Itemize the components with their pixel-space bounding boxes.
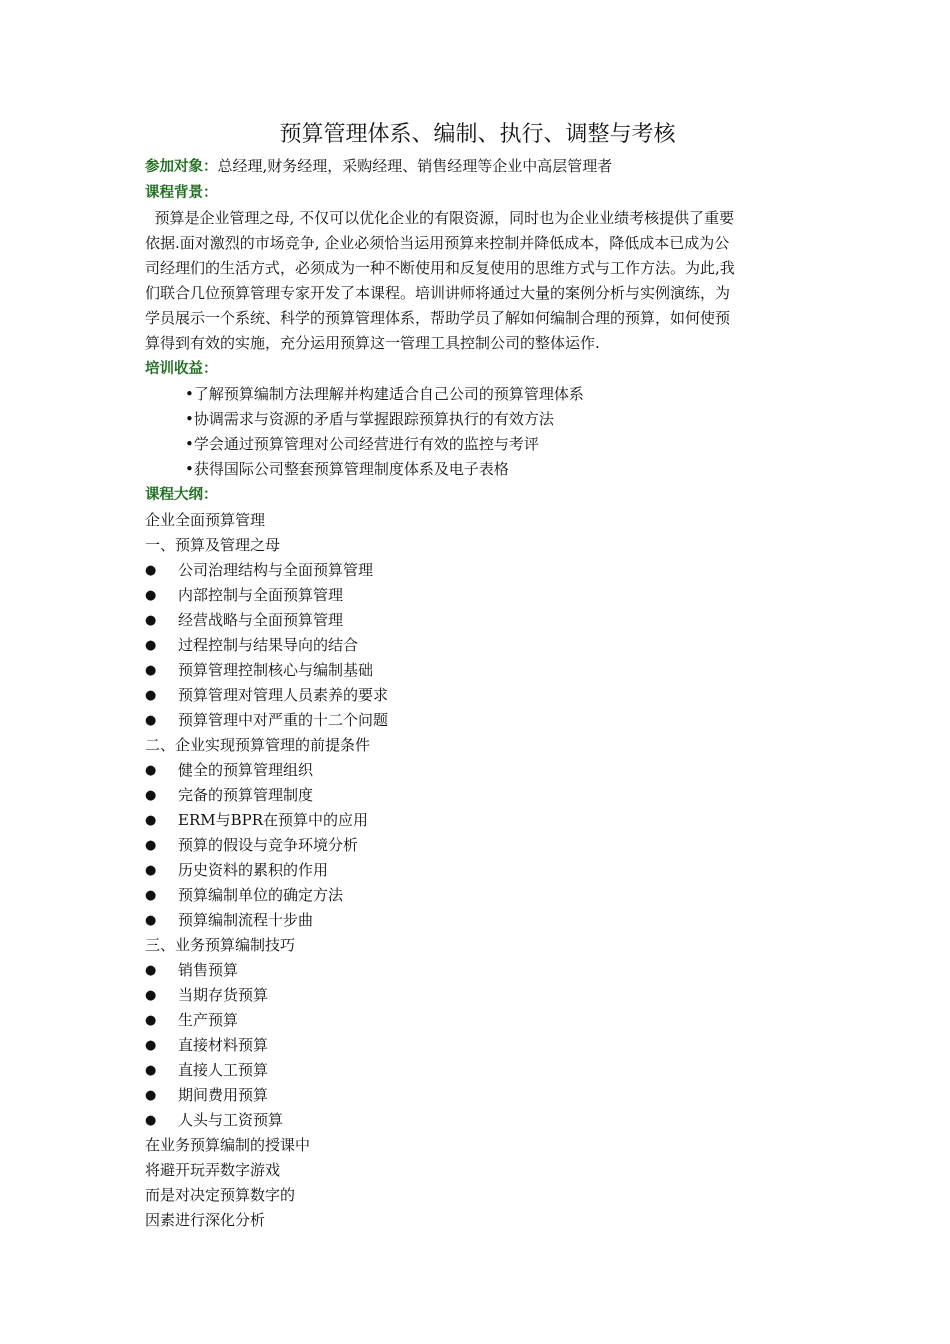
list-item-text: 预算编制单位的确定方法: [178, 886, 344, 904]
section-heading: 三、业务预算编制技巧: [145, 936, 296, 954]
list-item: [145, 808, 810, 833]
background-line: 司经理们的生活方式，必须成为一种不断使用和反复使用的思维方式与工作方法。为此,我: [145, 259, 735, 277]
list-item-text: 过程控制与结果导向的结合: [178, 636, 359, 654]
list-item: [145, 708, 810, 733]
list-item-text: 经营战略与全面预算管理: [178, 611, 344, 629]
audience-line: [145, 154, 810, 180]
list-item-text: 直接人工预算: [178, 1061, 269, 1079]
bullet-icon: ●: [145, 888, 157, 903]
list-item: [145, 783, 810, 808]
section-heading: 二、企业实现预算管理的前提条件: [145, 736, 371, 754]
benefit-item: •了解预算编制方法理解并构建适合自己公司的预算管理体系: [185, 385, 584, 403]
background-line: 们联合几位预算管理专家开发了本课程。培训讲师将通过大量的案例分析与实例演练，为: [145, 284, 731, 302]
benefit-item: •协调需求与资源的矛盾与掌握跟踪预算执行的有效方法: [185, 410, 554, 428]
document-page: [145, 118, 810, 1233]
bullet-icon: ●: [145, 838, 157, 853]
bullet-icon: ●: [145, 688, 157, 703]
list-item: [145, 833, 810, 858]
background-line: 预算是企业管理之母, 不仅可以优化企业的有限资源，同时也为企业业绩考核提供了重要: [145, 209, 735, 227]
list-item: [145, 583, 810, 608]
section-heading: 一、预算及管理之母: [145, 536, 281, 554]
bullet-icon: ●: [145, 1063, 157, 1078]
bullet-icon: ●: [145, 1088, 157, 1103]
bullet-icon: ●: [145, 638, 157, 653]
list-item: [145, 1008, 810, 1033]
outline-label: 课程大纲：: [145, 487, 218, 503]
list-item-text: 预算管理中对严重的十二个问题: [178, 711, 389, 729]
bullet-icon: ●: [145, 763, 157, 778]
outline-heading: [145, 482, 810, 508]
list-item-text: 健全的预算管理组织: [178, 761, 314, 779]
audience-label: 参加对象：: [145, 159, 218, 175]
closing-line: 将避开玩弄数字游戏: [145, 1161, 281, 1179]
list-item: [145, 883, 810, 908]
bullet-icon: ●: [145, 913, 157, 928]
list-item-text: 公司治理结构与全面预算管理: [178, 561, 374, 579]
outline-intro: 企业全面预算管理: [145, 511, 266, 529]
background-line: 依据.面对激烈的市场竞争, 企业必须恰当运用预算来控制并降低成本，降低成本已成为公: [145, 234, 730, 252]
bullet-icon: ●: [145, 713, 157, 728]
background-paragraph: [145, 206, 810, 356]
list-item: [145, 658, 810, 683]
closing-line: 因素进行深化分析: [145, 1211, 266, 1229]
background-label: 课程背景：: [145, 185, 218, 201]
bullet-icon: ●: [145, 588, 157, 603]
list-item: [145, 983, 810, 1008]
list-item-text: 预算管理对管理人员素养的要求: [178, 686, 389, 704]
list-item: [145, 758, 810, 783]
background-heading: [145, 180, 810, 206]
list-item: [145, 1083, 810, 1108]
list-item: [145, 1108, 810, 1133]
list-item-text: 生产预算: [178, 1011, 239, 1029]
bullet-icon: ●: [145, 863, 157, 878]
bullet-icon: ●: [145, 663, 157, 678]
bullet-icon: ●: [145, 1013, 157, 1028]
background-line: 算得到有效的实施，充分运用预算这一管理工具控制公司的整体运作.: [145, 334, 600, 352]
list-item-text: 内部控制与全面预算管理: [178, 586, 344, 604]
list-item-text: 历史资料的累积的作用: [178, 861, 329, 879]
audience-text: 总经理,财务经理，采购经理、销售经理等企业中高层管理者: [217, 157, 613, 175]
bullet-icon: ●: [145, 563, 157, 578]
list-item: [145, 908, 810, 933]
list-item-text: 预算管理控制核心与编制基础: [178, 661, 374, 679]
closing-line: 在业务预算编制的授课中: [145, 1136, 311, 1154]
list-item: [145, 608, 810, 633]
list-item: [145, 858, 810, 883]
list-item: [145, 1033, 810, 1058]
list-item: [145, 1058, 810, 1083]
bullet-icon: ●: [145, 963, 157, 978]
benefit-item: •学会通过预算管理对公司经营进行有效的监控与考评: [185, 435, 539, 453]
bullet-icon: ●: [145, 1113, 157, 1128]
bullet-icon: ●: [145, 788, 157, 803]
list-item: [145, 958, 810, 983]
list-item-text: 期间费用预算: [178, 1086, 269, 1104]
benefits-heading: [145, 356, 810, 382]
list-item-text: 预算的假设与竞争环境分析: [178, 836, 359, 854]
bullet-icon: ●: [145, 988, 157, 1003]
bullet-icon: ●: [145, 1038, 157, 1053]
list-item: [145, 633, 810, 658]
bullet-icon: ●: [145, 813, 157, 828]
bullet-icon: ●: [145, 613, 157, 628]
background-line: 学员展示一个系统、科学的预算管理体系，帮助学员了解如何编制合理的预算，如何使预: [145, 309, 731, 327]
document-title: 预算管理体系、编制、执行、调整与考核: [279, 122, 676, 147]
list-item-text: 人头与工资预算: [178, 1111, 284, 1129]
list-item-text: ERM与BPR在预算中的应用: [178, 811, 369, 829]
list-item-text: 预算编制流程十步曲: [178, 911, 314, 929]
list-item: [145, 558, 810, 583]
benefit-item: •获得国际公司整套预算管理制度体系及电子表格: [185, 460, 509, 478]
benefits-label: 培训收益：: [145, 361, 218, 377]
closing-line: 而是对决定预算数字的: [145, 1186, 296, 1204]
list-item: [145, 683, 810, 708]
list-item-text: 当期存货预算: [178, 986, 269, 1004]
list-item-text: 销售预算: [178, 961, 239, 979]
list-item-text: 直接材料预算: [178, 1036, 269, 1054]
list-item-text: 完备的预算管理制度: [178, 786, 314, 804]
